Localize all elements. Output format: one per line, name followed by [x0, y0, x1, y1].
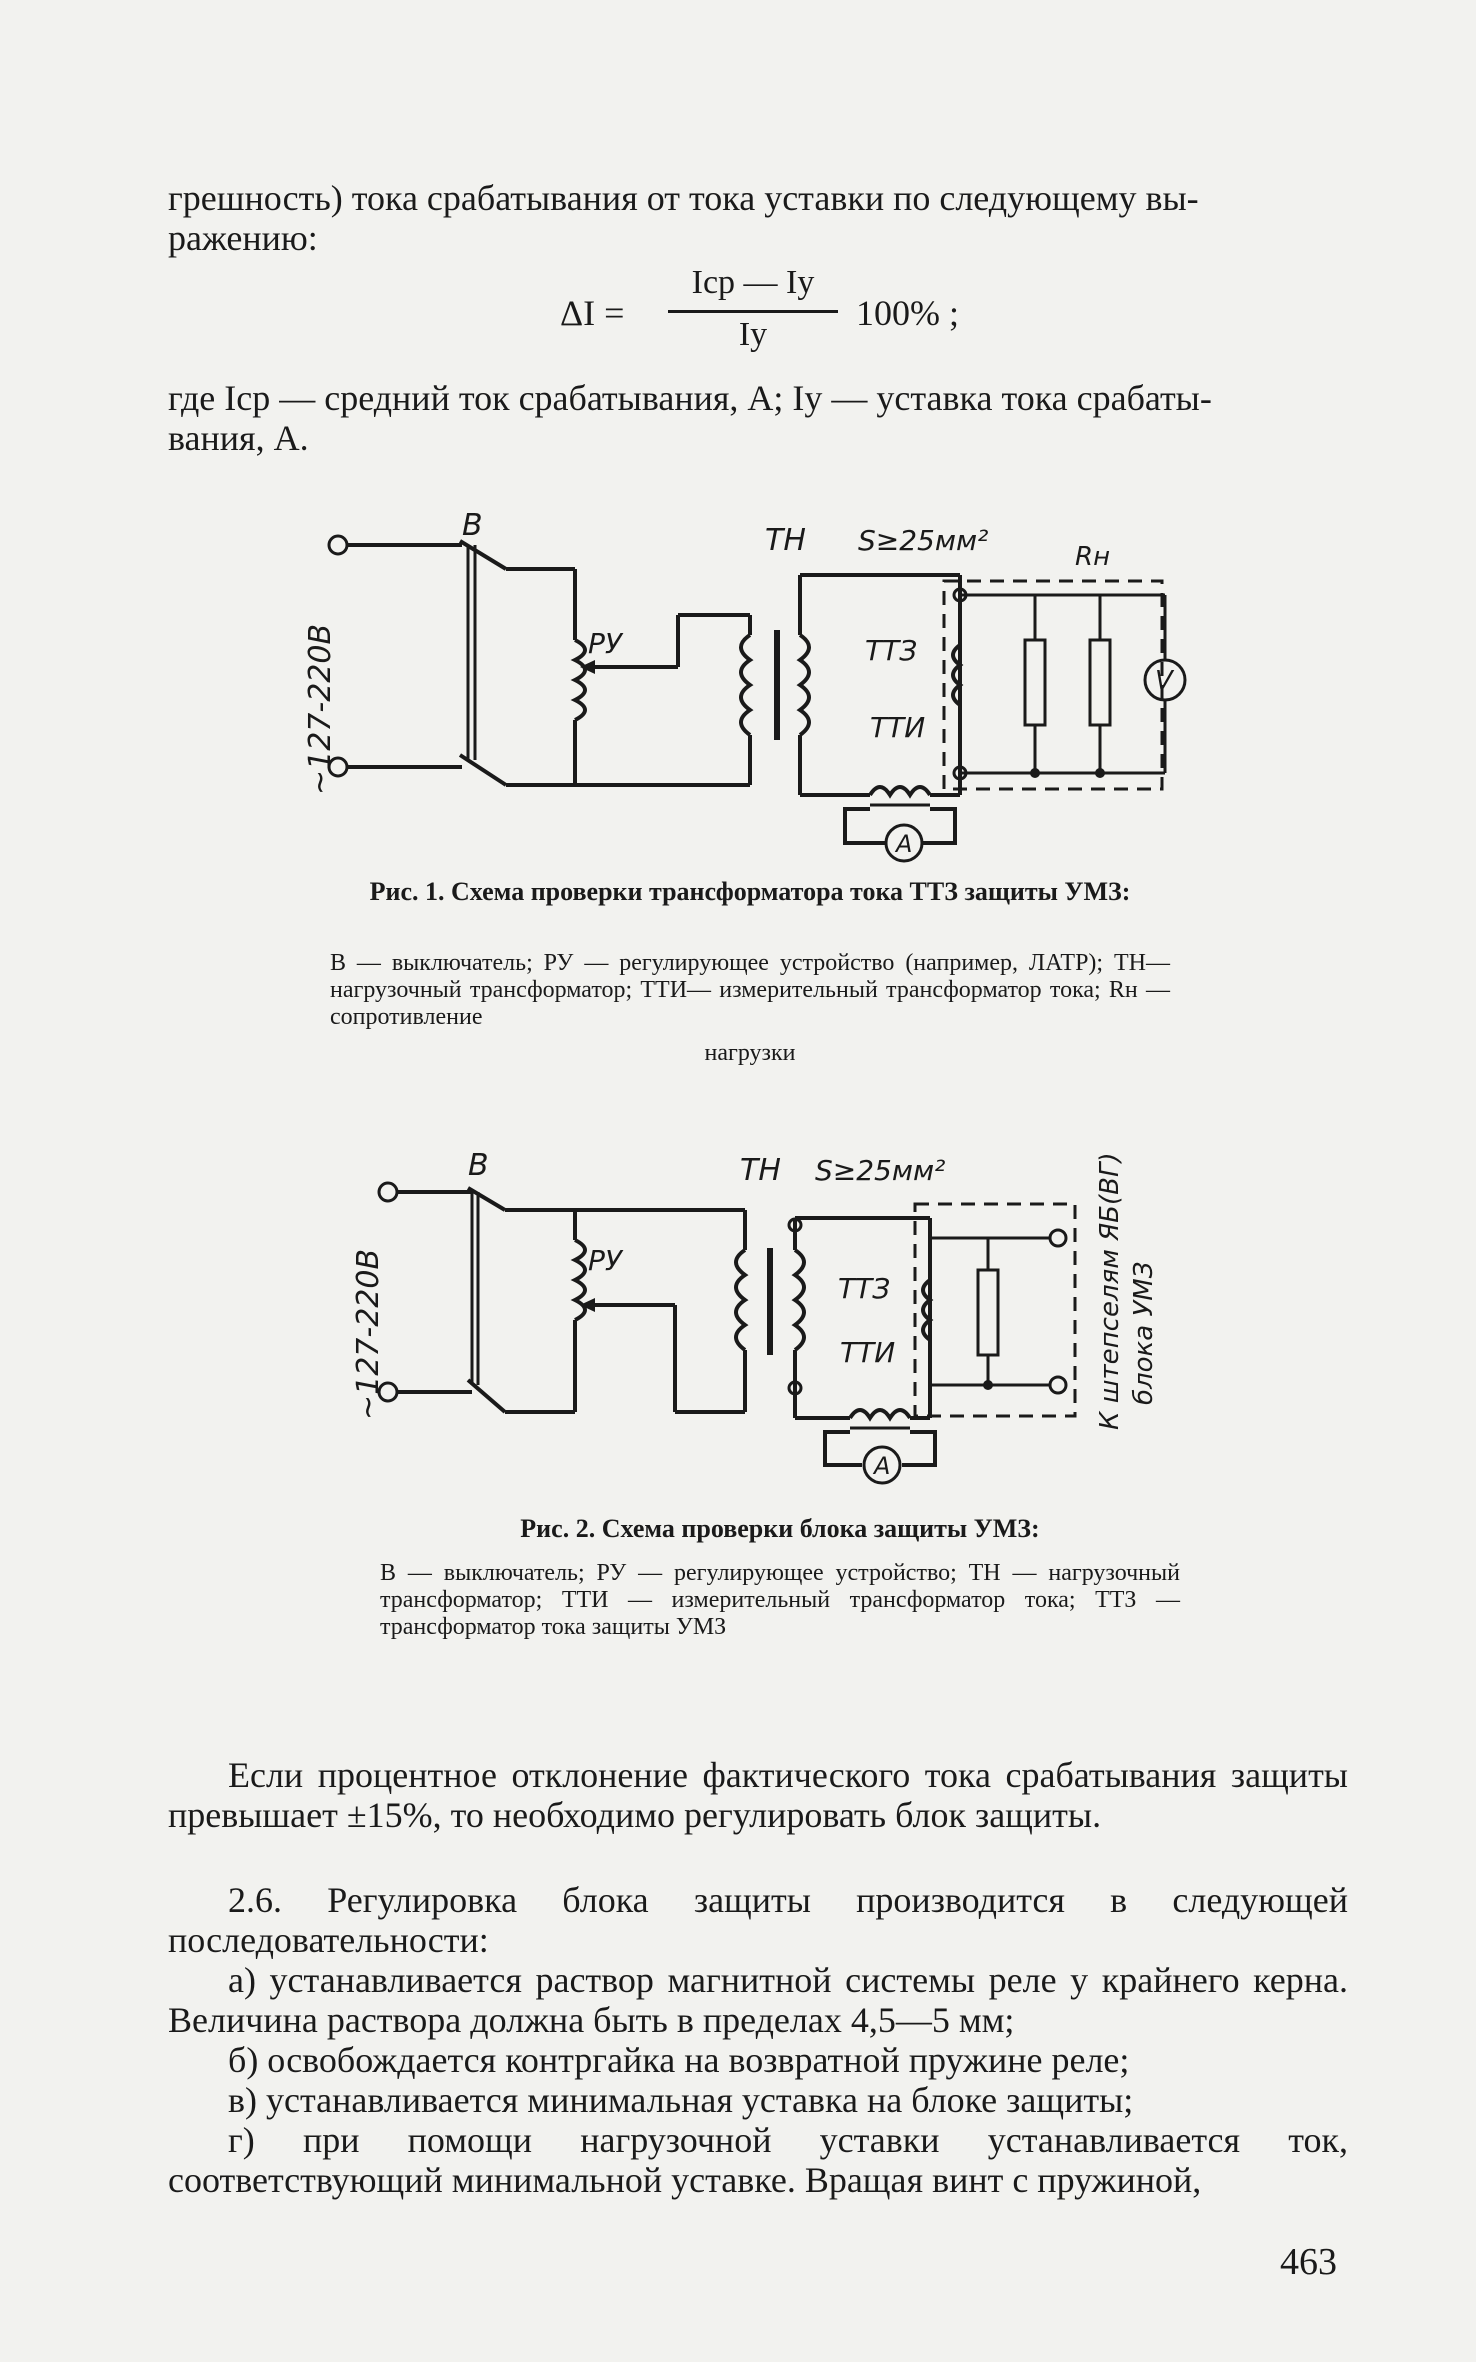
fig2-switch-bottom-blade [468, 1380, 505, 1412]
fig2-caption-title: Рис. 2. Схема проверки блока защиты УМЗ: [520, 1514, 1040, 1543]
fig1-label-switch: В [462, 508, 483, 543]
fig2-plug-terminal-bottom [1050, 1377, 1066, 1393]
fig2-switch-top-blade [468, 1188, 505, 1210]
list-item-a: а) устанавливается раствор магнитной системы реле у крайнего керна. Величина раствора должна быть в пределах 4,5—5 мм; [168, 1960, 1348, 2041]
fig2-label-regulator: РУ [588, 1244, 622, 1277]
figure-2-diagram [351, 1130, 1180, 1520]
fig1-terminal-top [329, 536, 347, 554]
formula [560, 264, 1080, 380]
fig1-caption-legend: В — выключатель; РУ — регулирующее устройство (например, ЛАТР); ТН—нагрузочный трансформатор; ТТИ— измерительный трансформатор тока; Rн — сопротивление [330, 950, 1170, 1030]
fig2-label-plug-1: К штепселям ЯБ(ВГ) [1095, 1152, 1125, 1430]
fig2-label-plug-2: блока УМЗ [1129, 1261, 1159, 1405]
body-paragraph-1: Если процентное отклонение фактического тока срабатывания защиты превышает ±15%, то необходимо регулировать блок защиты. [168, 1755, 1348, 1836]
fig1-label-tti: ТТИ [870, 711, 926, 744]
formula-factor: 100% ; [856, 293, 959, 333]
fig2-label-section: S≥25мм² [815, 1154, 946, 1187]
body-paragraph-2: 2.6. Регулировка блока защиты производится в следующей последовательности: [168, 1880, 1348, 1961]
fig2-th-primary-coil [736, 1250, 745, 1350]
page-number: 463 [1280, 2241, 1337, 2283]
fig1-th-primary-coil [741, 635, 750, 735]
where-line-2: вания, А. [168, 418, 309, 459]
list-item-b: б) освобождается контргайка на возвратной пружине реле; [228, 2040, 1130, 2080]
intro-line-1: грешность) тока срабатывания от тока уставки по следующему вы- [168, 178, 1199, 218]
figure-1-diagram [303, 505, 1190, 875]
formula-denominator: Iу [738, 316, 768, 353]
fig1-ttz-dashed-box [944, 581, 1162, 789]
fig1-label-voltage: ~127-220В [303, 623, 338, 795]
fig2-plug-terminal-top [1050, 1230, 1066, 1246]
fig2-label-switch: В [468, 1148, 489, 1183]
fig2-label-th: ТН [740, 1153, 781, 1188]
fig2-resistor [978, 1270, 998, 1355]
fig2-label-voltage: ~127-220В [351, 1248, 386, 1420]
fraction-bar [668, 310, 838, 313]
fig2-label-tti: ТТИ [840, 1336, 896, 1369]
fig1-label-th: ТН [765, 523, 806, 558]
formula-lhs: ΔI = [560, 293, 625, 333]
fig1-caption-legend-last: нагрузки [704, 1040, 796, 1066]
where-line-1: где Iср — средний ток срабатывания, А; Iу — уставка тока срабаты- [168, 378, 1212, 418]
intro-line-2: ражению: [168, 218, 318, 259]
fig1-caption-title: Рис. 1. Схема проверки трансформатора тока ТТЗ защиты УМЗ: [369, 877, 1131, 906]
fig2-caption-legend: В — выключатель; РУ — регулирующее устройство; ТН — нагрузочный трансформатор; ТТИ — измерительный трансформатор тока; ТТЗ — трансформатор тока защиты УМЗ [380, 1560, 1180, 1640]
fig1-regulator-coil [575, 640, 585, 720]
formula-numerator: Iср — Iу [691, 264, 815, 301]
fig1-label-ttz: ТТЗ [865, 634, 918, 667]
fig1-label-rn: Rн [1075, 542, 1111, 572]
fig2-label-ttz: ТТЗ [838, 1272, 891, 1305]
list-item-c: в) устанавливается минимальная уставка на блоке защиты; [228, 2080, 1134, 2120]
fig2-regulator-coil [575, 1240, 585, 1320]
list-item-d: г) при помощи нагрузочной уставки устанавливается ток, соответствующий минимальной уставке. Вращая винт с пружиной, [168, 2120, 1348, 2201]
fig1-label-a: А [896, 830, 913, 858]
fig1-resistor-1 [1025, 640, 1045, 725]
fig2-tti-coil [850, 1410, 910, 1418]
fig1-label-section: S≥25мм² [858, 524, 989, 557]
fig2-label-a: А [874, 1452, 891, 1480]
fig1-resistor-rn [1090, 640, 1110, 725]
fig1-label-regulator: РУ [588, 627, 622, 660]
fig1-label-v: V [1155, 666, 1173, 696]
fig1-tti-coil [870, 787, 930, 795]
